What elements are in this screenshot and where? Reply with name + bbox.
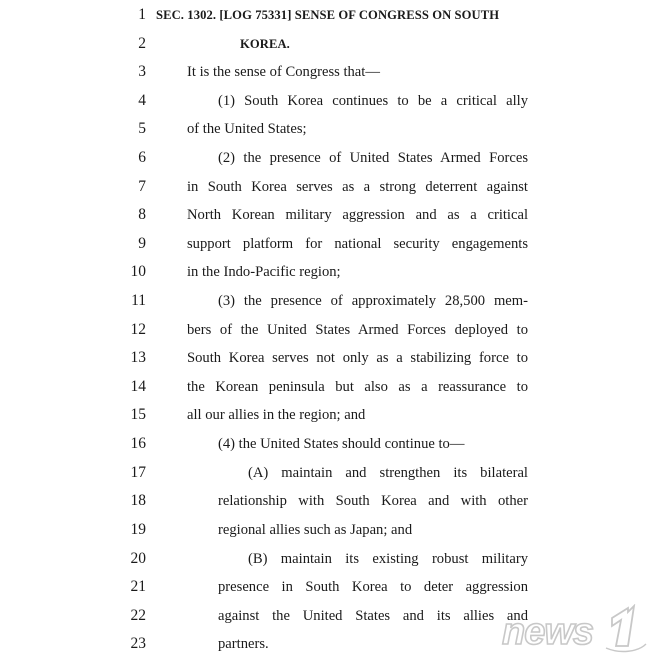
line-8 bbox=[0, 201, 658, 229]
svg-text:news: news bbox=[502, 611, 594, 653]
line-number: 1 bbox=[138, 6, 146, 23]
line-number: 17 bbox=[130, 464, 146, 481]
text-line: in the Indo-Pacific region; bbox=[187, 264, 341, 280]
line-number: 23 bbox=[130, 635, 146, 652]
line-3 bbox=[0, 58, 658, 86]
line-4 bbox=[0, 87, 658, 115]
line-number: 7 bbox=[138, 178, 146, 195]
text-line: North Korean military aggression and as a critical bbox=[187, 207, 528, 223]
news1-logo-watermark bbox=[500, 604, 648, 654]
text-line: (3) the presence of approximately 28,500 mem- bbox=[218, 293, 528, 309]
line-number: 12 bbox=[130, 321, 146, 338]
text-line: partners. bbox=[218, 636, 269, 652]
section-heading-cont: KOREA. bbox=[240, 37, 290, 51]
line-9 bbox=[0, 230, 658, 258]
line-number: 13 bbox=[130, 349, 146, 366]
line-number: 5 bbox=[138, 120, 146, 137]
line-6 bbox=[0, 144, 658, 172]
text-line: against the United States and its allies and bbox=[218, 608, 528, 624]
text-line: presence in South Korea to deter aggression bbox=[218, 579, 528, 595]
text-line: regional allies such as Japan; and bbox=[218, 522, 413, 538]
line-10 bbox=[0, 258, 658, 286]
line-number: 14 bbox=[130, 378, 146, 395]
line-number: 4 bbox=[138, 92, 146, 109]
text-line: support platform for national security engagements bbox=[187, 236, 528, 252]
line-7 bbox=[0, 173, 658, 201]
text-line: all our allies in the region; and bbox=[187, 407, 366, 423]
text-line: of the United States; bbox=[187, 121, 307, 137]
line-number: 22 bbox=[130, 607, 146, 624]
line-19 bbox=[0, 516, 658, 544]
text-line: (4) the United States should continue to— bbox=[218, 436, 465, 452]
section-heading: SEC. 1302. [LOG 75331] SENSE OF CONGRESS ON SOUTH bbox=[156, 8, 500, 22]
text-line: in South Korea serves as a strong deterrent against bbox=[187, 179, 528, 195]
line-18 bbox=[0, 487, 658, 515]
text-line: (A) maintain and strengthen its bilateral bbox=[248, 465, 528, 481]
line-number: 2 bbox=[138, 35, 146, 52]
line-14 bbox=[0, 373, 658, 401]
text-line: bers of the United States Armed Forces deployed to bbox=[187, 322, 528, 338]
line-13 bbox=[0, 344, 658, 372]
text-line: (B) maintain its existing robust military bbox=[248, 551, 528, 567]
line-2 bbox=[0, 30, 658, 58]
text-line: South Korea serves not only as a stabilizing force to bbox=[187, 350, 528, 366]
text-line: (1) South Korea continues to be a critical ally bbox=[218, 93, 528, 109]
line-number: 21 bbox=[130, 578, 146, 595]
line-number: 19 bbox=[130, 521, 146, 538]
line-number: 10 bbox=[130, 263, 146, 280]
line-number: 9 bbox=[138, 235, 146, 252]
text-line: (2) the presence of United States Armed Forces bbox=[218, 150, 528, 166]
text-line: relationship with South Korea and with other bbox=[218, 493, 528, 509]
line-number: 20 bbox=[130, 550, 146, 567]
line-20 bbox=[0, 545, 658, 573]
text-line: It is the sense of Congress that— bbox=[187, 64, 380, 80]
line-11 bbox=[0, 287, 658, 315]
line-16 bbox=[0, 430, 658, 458]
line-17 bbox=[0, 459, 658, 487]
line-1 bbox=[0, 1, 658, 29]
line-12 bbox=[0, 316, 658, 344]
line-number: 11 bbox=[131, 292, 146, 309]
line-15 bbox=[0, 401, 658, 429]
line-number: 18 bbox=[130, 492, 146, 509]
line-number: 16 bbox=[130, 435, 146, 452]
line-number: 15 bbox=[130, 406, 146, 423]
line-5 bbox=[0, 115, 658, 143]
line-number: 6 bbox=[138, 149, 146, 166]
text-line: the Korean peninsula but also as a reassurance to bbox=[187, 379, 528, 395]
line-21 bbox=[0, 573, 658, 601]
line-number: 3 bbox=[138, 63, 146, 80]
line-number: 8 bbox=[138, 206, 146, 223]
